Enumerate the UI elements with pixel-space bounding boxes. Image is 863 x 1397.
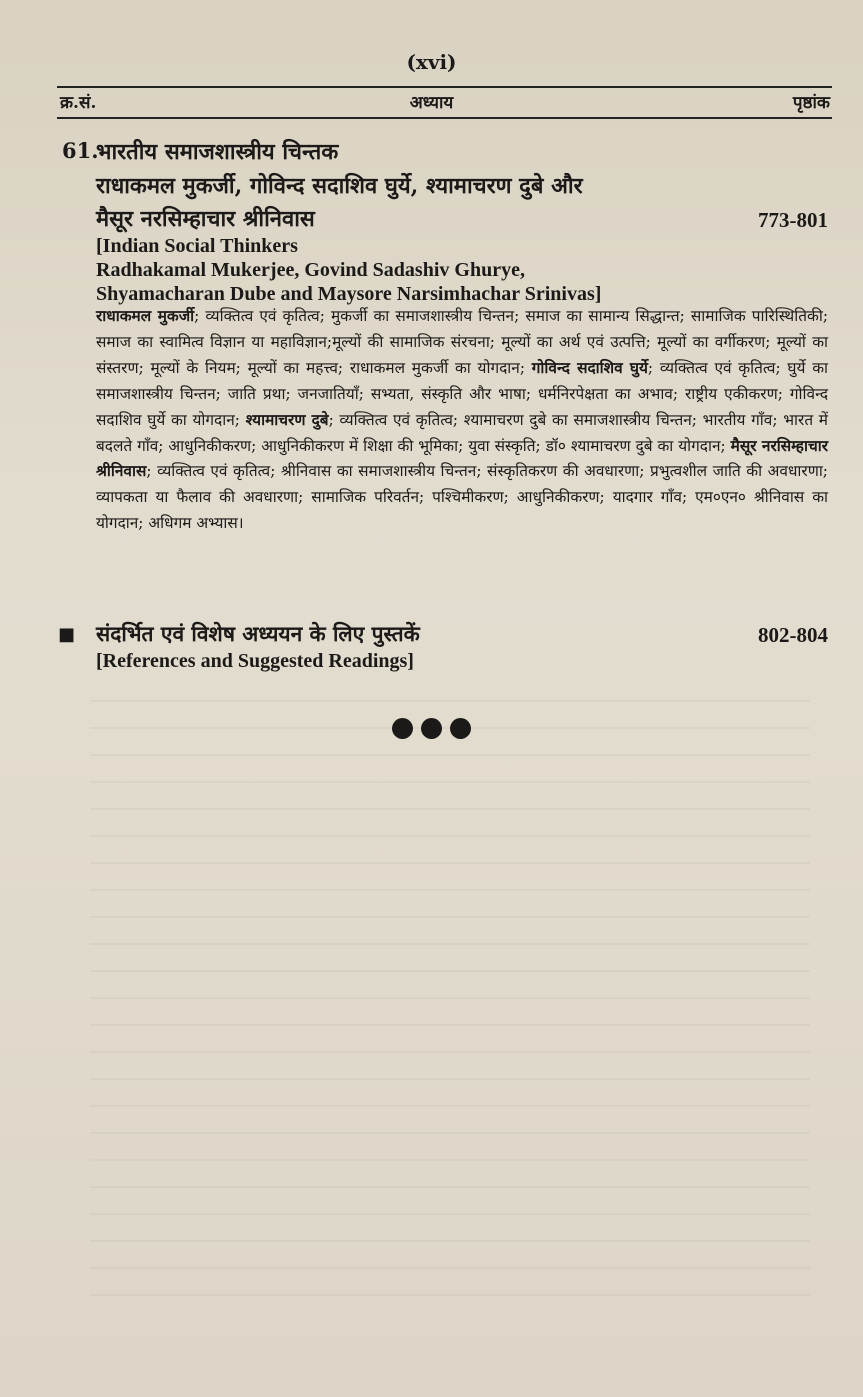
square-bullet-icon: ■ xyxy=(58,624,76,645)
header-page-column: पृष्ठांक xyxy=(792,93,830,113)
desc-text-1: ; व्यक्तित्व एवं कृतित्व; मुकर्जी का समाजशास्त्रीय चिन्तन; समाज का सामान्य सिद्धान्त; सामाजिक पारिस्थितिकी; समाज का स्वामित्व विज्ञान या महाविज्ञान;मूल्यों की सामाजिक संरचना; मूल्यों का अर्थ एवं उत्पत्ति; मूल्यों का वर्गीकरण; मूल्यों का संस्तरण; मूल्यों के नियम; मूल्यों का महत्त्व; राधाकमल मुकर्जी का योगदान; xyxy=(96,307,829,377)
page-number: (xvi) xyxy=(406,50,457,74)
entry-title-english-line3: Shyamacharan Dube and Maysore Narsimhachar Srinivas] xyxy=(96,283,602,305)
desc-text-4: ; व्यक्तित्व एवं कृतित्व; श्रीनिवास का समाजशास्त्रीय चिन्तन; संस्कृतिकरण की अवधारणा; प्रभुत्वशील जाति की अवधारणा; व्यापकता या फैलाव की अवधारणा; सामाजिक परिवर्तन; पश्चिमीकरण; आधुनिकीकरण; यादगार गाँव; एम०एन० श्रीनिवास का योगदान; अधिगम अभ्यास। xyxy=(96,462,828,533)
header-chapter-column: अध्याय xyxy=(409,93,454,113)
entry-title-english-line1: [Indian Social Thinkers xyxy=(96,235,298,257)
references-title-hindi: संदर्भित एवं विशेष अध्ययन के लिए पुस्तकें xyxy=(96,621,420,646)
desc-bold-dube: श्यामाचरण दुबे xyxy=(245,410,329,429)
header-rule-bottom xyxy=(57,117,832,119)
desc-text-3: ; व्यक्तित्व एवं कृतित्व; श्यामाचरण दुबे का समाजशास्त्रीय चिन्तन; भारतीय गाँव; भारत में बदलते गाँव; आधुनिकीकरण; आधुनिकीकरण में शिक्षा की भूमिका; युवा संस्कृति; डॉ० श्यामाचरण दुबे का योगदान; xyxy=(96,410,828,455)
entry-title-hindi-line2: राधाकमल मुकर्जी, गोविन्द सदाशिव घुर्ये, श्यामाचरण दुबे और xyxy=(96,173,583,199)
ornament-dot-icon xyxy=(450,718,471,739)
header-rule-top xyxy=(57,86,832,88)
bleed-through-texture xyxy=(90,700,810,1320)
entry-description xyxy=(96,304,828,537)
ornament-dot-icon xyxy=(392,718,413,739)
desc-text-2: ; व्यक्तित्व एवं कृतित्व; घुर्ये का समाजशास्त्रीय चिन्तन; जाति प्रथा; जनजातियाँ; सभ्यता, संस्कृति और भाषा; धर्मनिरपेक्षता का अभाव; राष्ट्रीय एकीकरण; गोविन्द सदाशिव घुर्ये का योगदान; xyxy=(96,358,828,429)
entry-page-range: 773-801 xyxy=(758,208,828,232)
section-end-ornament xyxy=(0,718,863,743)
references-page-range: 802-804 xyxy=(758,623,828,647)
entry-title-hindi-line3: मैसूर नरसिम्हाचार श्रीनिवास xyxy=(96,206,315,232)
references-title-english: [References and Suggested Readings] xyxy=(96,650,414,672)
entry-title-hindi-line1: भारतीय समाजशास्त्रीय चिन्तक xyxy=(96,139,339,165)
entry-number: 61. xyxy=(62,138,99,163)
entry-title-english-line2: Radhakamal Mukerjee, Govind Sadashiv Ghurye, xyxy=(96,259,525,281)
header-serial-column: क्र.सं. xyxy=(60,93,97,113)
desc-bold-radhakamal: राधाकमल मुकर्जी xyxy=(96,307,195,325)
desc-bold-ghurye: गोविन्द सदाशिव घुर्ये xyxy=(531,358,648,377)
desc-bold-srinivas: मैसूर नरसिम्हाचार श्रीनिवास xyxy=(96,436,828,481)
ornament-dot-icon xyxy=(421,718,442,739)
